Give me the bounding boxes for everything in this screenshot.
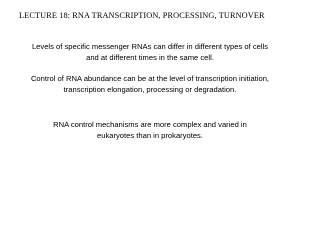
paragraph-eukaryote-comparison xyxy=(0,120,300,141)
paragraph-line: Control of RNA abundance can be at the level of transcription initiation, xyxy=(30,74,270,83)
paragraph-rna-abundance-control xyxy=(0,74,300,95)
paragraph-line: Levels of specific messenger RNAs can differ in different types of cells xyxy=(31,42,269,51)
paragraph-line: eukaryotes than in prokaryotes. xyxy=(97,130,203,140)
paragraph-line: transcription elongation, processing or degradation. xyxy=(63,84,237,94)
paragraph-mrna-levels xyxy=(0,42,300,63)
paragraph-line: and at different times in the same cell. xyxy=(86,52,214,62)
paragraph-line: RNA control mechanisms are more complex and varied in xyxy=(53,120,247,129)
slide-title: LECTURE 18: RNA TRANSCRIPTION, PROCESSING, TURNOVER xyxy=(19,11,265,20)
